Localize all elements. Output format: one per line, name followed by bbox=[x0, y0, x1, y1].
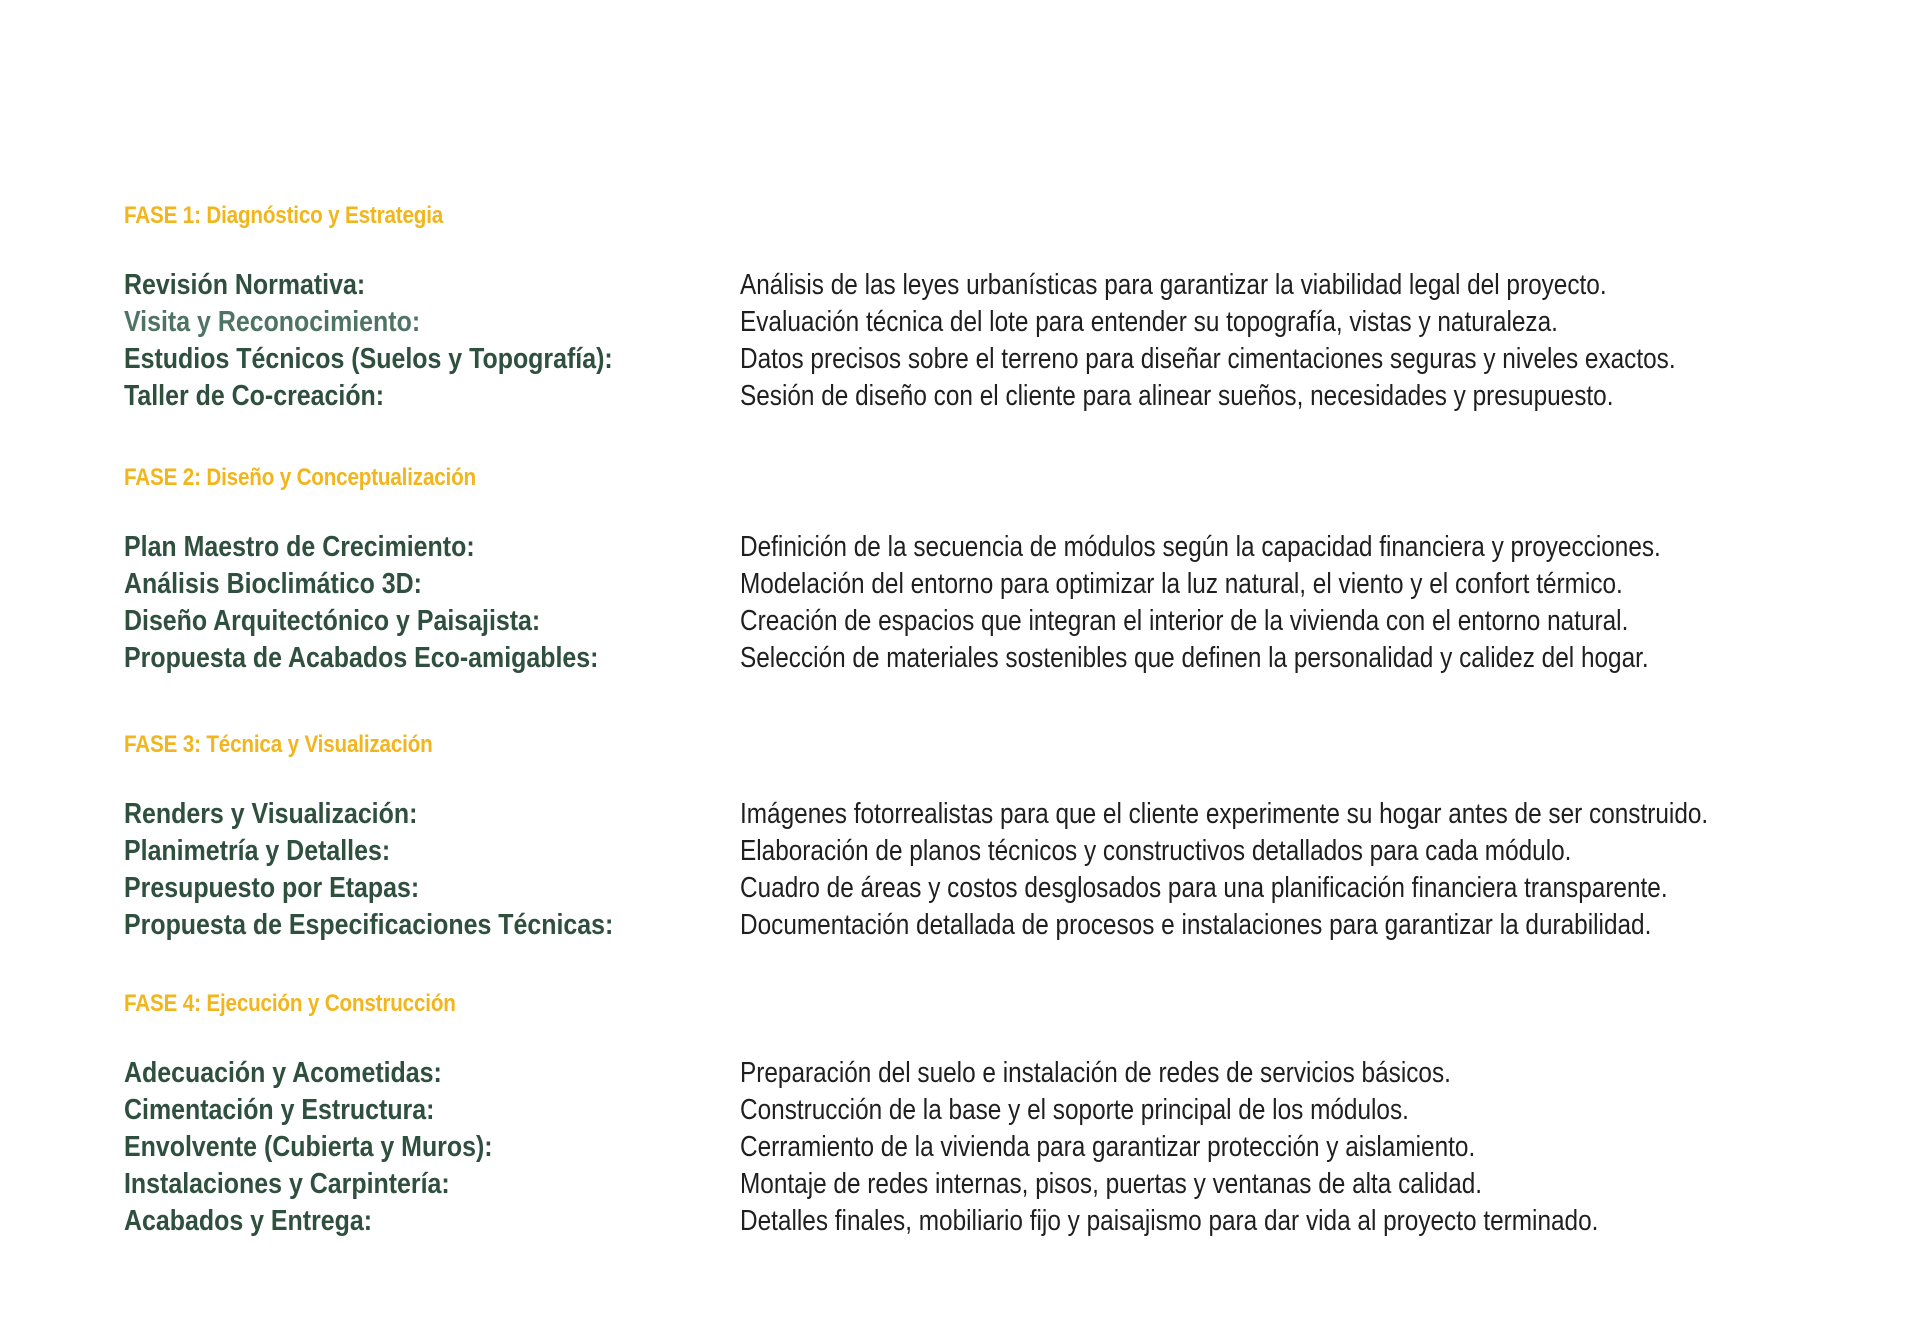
list-item bbox=[124, 529, 1824, 566]
list-item bbox=[124, 796, 1824, 833]
phase-items bbox=[124, 796, 1824, 944]
item-label: Planimetría y Detalles: bbox=[124, 835, 391, 867]
list-item bbox=[124, 870, 1824, 907]
item-description: Elaboración de planos técnicos y constructivos detallados para cada módulo. bbox=[740, 835, 1572, 867]
list-item bbox=[124, 1203, 1824, 1240]
list-item bbox=[124, 1166, 1824, 1203]
phase-items bbox=[124, 267, 1824, 415]
list-item bbox=[124, 833, 1824, 870]
item-label: Plan Maestro de Crecimiento: bbox=[124, 531, 475, 563]
item-description: Datos precisos sobre el terreno para diseñar cimentaciones seguras y niveles exactos. bbox=[740, 343, 1676, 375]
list-item bbox=[124, 378, 1824, 415]
item-description: Imágenes fotorrealistas para que el cliente experimente su hogar antes de ser construido. bbox=[740, 798, 1709, 830]
item-label: Taller de Co-creación: bbox=[124, 380, 385, 412]
item-description: Definición de la secuencia de módulos según la capacidad financiera y proyecciones. bbox=[740, 531, 1661, 563]
item-description: Montaje de redes internas, pisos, puertas y ventanas de alta calidad. bbox=[740, 1168, 1483, 1200]
list-item bbox=[124, 1129, 1824, 1166]
phase-3 bbox=[124, 730, 1824, 944]
item-label: Diseño Arquitectónico y Paisajista: bbox=[124, 605, 541, 637]
item-description: Documentación detallada de procesos e instalaciones para garantizar la durabilidad. bbox=[740, 909, 1652, 941]
item-description: Construcción de la base y el soporte principal de los módulos. bbox=[740, 1094, 1409, 1126]
list-item bbox=[124, 907, 1824, 944]
item-label: Propuesta de Especificaciones Técnicas: bbox=[124, 909, 614, 941]
item-description: Selección de materiales sostenibles que definen la personalidad y calidez del hogar. bbox=[740, 642, 1649, 674]
phase-title: FASE 3: Técnica y Visualización bbox=[124, 731, 433, 758]
item-label: Visita y Reconocimiento: bbox=[124, 306, 421, 338]
item-description: Preparación del suelo e instalación de redes de servicios básicos. bbox=[740, 1057, 1451, 1089]
item-description: Cuadro de áreas y costos desglosados para una planificación financiera transparente. bbox=[740, 872, 1668, 904]
item-label: Estudios Técnicos (Suelos y Topografía): bbox=[124, 343, 613, 375]
list-item bbox=[124, 1055, 1824, 1092]
item-label: Acabados y Entrega: bbox=[124, 1205, 373, 1237]
item-description: Modelación del entorno para optimizar la luz natural, el viento y el confort térmico. bbox=[740, 568, 1623, 600]
item-label: Análisis Bioclimático 3D: bbox=[124, 568, 422, 600]
phase-title: FASE 4: Ejecución y Construcción bbox=[124, 990, 456, 1017]
phase-items bbox=[124, 1055, 1824, 1240]
phase-title: FASE 1: Diagnóstico y Estrategia bbox=[124, 202, 444, 229]
item-label: Instalaciones y Carpintería: bbox=[124, 1168, 450, 1200]
phase-items bbox=[124, 529, 1824, 677]
item-label: Revisión Normativa: bbox=[124, 269, 366, 301]
item-label: Envolvente (Cubierta y Muros): bbox=[124, 1131, 493, 1163]
list-item bbox=[124, 267, 1824, 304]
item-description: Análisis de las leyes urbanísticas para garantizar la viabilidad legal del proyecto. bbox=[740, 269, 1607, 301]
item-description: Cerramiento de la vivienda para garantizar protección y aislamiento. bbox=[740, 1131, 1476, 1163]
list-item bbox=[124, 603, 1824, 640]
list-item bbox=[124, 304, 1824, 341]
list-item bbox=[124, 1092, 1824, 1129]
list-item bbox=[124, 640, 1824, 677]
phase-4 bbox=[124, 989, 1824, 1240]
item-description: Detalles finales, mobiliario fijo y paisajismo para dar vida al proyecto terminado. bbox=[740, 1205, 1599, 1237]
list-item bbox=[124, 341, 1824, 378]
item-label: Cimentación y Estructura: bbox=[124, 1094, 435, 1126]
phase-title: FASE 2: Diseño y Conceptualización bbox=[124, 464, 476, 491]
item-description: Creación de espacios que integran el interior de la vivienda con el entorno natural. bbox=[740, 605, 1629, 637]
phase-1 bbox=[124, 201, 1824, 415]
item-description: Evaluación técnica del lote para entender su topografía, vistas y naturaleza. bbox=[740, 306, 1558, 338]
item-label: Propuesta de Acabados Eco-amigables: bbox=[124, 642, 599, 674]
item-description: Sesión de diseño con el cliente para alinear sueños, necesidades y presupuesto. bbox=[740, 380, 1614, 412]
item-label: Adecuación y Acometidas: bbox=[124, 1057, 442, 1089]
phase-2 bbox=[124, 463, 1824, 677]
item-label: Renders y Visualización: bbox=[124, 798, 418, 830]
item-label: Presupuesto por Etapas: bbox=[124, 872, 420, 904]
list-item bbox=[124, 566, 1824, 603]
